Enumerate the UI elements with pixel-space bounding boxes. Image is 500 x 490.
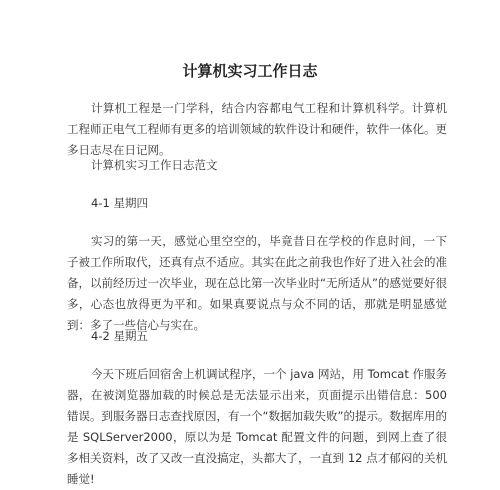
entry-date: 4-2 星期五 xyxy=(91,329,148,343)
entry-body: 今天下班后回宿舍上机调试程序，一个 java 网站，用 Tomcat 作服务器，在被浏览器加载的时候总是无法显示出来，页面提示出错信息：500 错误。到服务器日志查找原因，有一个“数据加载失败”的提示。数据库用的是 SQLServer2000，原以为是 Tomcat 配置文件的问题，到网上查了很多相关资料，改了又改一直没搞定，头都大了，一直到 12 点才郁闷的关机睡觉! xyxy=(67,367,447,486)
entry-date: 4-1 星期四 xyxy=(91,196,148,210)
document-title: 计算机实习工作日志 xyxy=(182,62,318,80)
intro-paragraph: 计算机工程是一门学科，结合内容都电气工程和计算机科学。计算机工程师正电气工程师有更多的培训领域的软件设计和硬件，软件一体化。更多日志尽在日记网。 xyxy=(67,101,447,157)
section-subtitle: 计算机实习工作日志范文 xyxy=(91,158,218,172)
entry-body: 实习的第一天，感觉心里空空的，毕竟昔日在学校的作息时间，一下子被工作所取代，还真有点不适应。其实在此之前我也作好了进入社会的准备，以前经历过一次毕业，现在总比第一次毕业时“无所适从”的感觉要好很多，心态也放得更为平和。如果真要说点与众不同的话，那就是明显感觉到：多了一些信心与实在。 xyxy=(67,234,447,332)
